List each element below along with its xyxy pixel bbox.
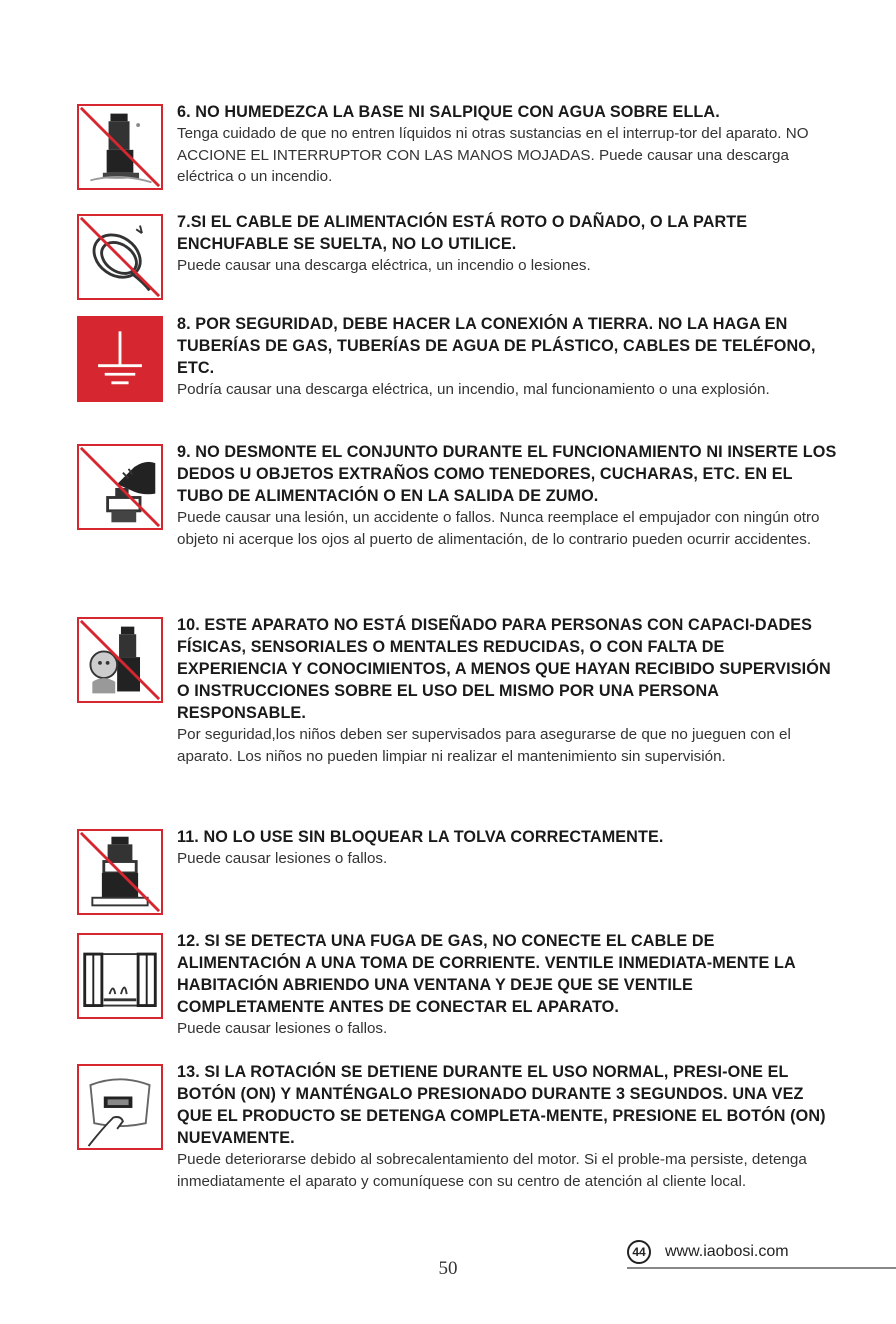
ground-symbol-icon bbox=[77, 316, 163, 402]
item-description: Puede causar una descarga eléctrica, un incendio o lesiones. bbox=[177, 257, 591, 274]
website-url: www.iaobosi.com bbox=[665, 1243, 789, 1260]
unlocked-hopper-prohibited-icon bbox=[77, 829, 163, 915]
item-title: 10. ESTE APARATO NO ESTÁ DISEÑADO PARA PERSONAS CON CAPACI-DADES FÍSICAS, SENSORIALES O MENTALES REDUCIDAS, O CON FALTA DE EXPERIENCIA Y CONOCIMIENTOS, A MENOS QUE HAYAN RECIBIDO SUPERVISIÓN O INSTRUCCIONES SOBRE EL USO DEL MISMO POR UNA PERSONA RESPONSABLE. bbox=[177, 616, 831, 722]
item-title: 7.SI EL CABLE DE ALIMENTACIÓN ESTÁ ROTO O DAÑADO, O LA PARTE ENCHUFABLE SE SUELTA, NO LO UTILICE. bbox=[177, 213, 748, 253]
footer-brand bbox=[627, 1240, 789, 1264]
item-title: 12. SI SE DETECTA UNA FUGA DE GAS, NO CONECTE EL CABLE DE ALIMENTACIÓN A UNA TOMA DE CORRIENTE. VENTILE INMEDIATA-MENTE LA HABITACIÓN ABRIENDO UNA VENTANA Y DEJE QUE SE VENTILE COMPLETAMENTE ANTES DE CONECTAR EL APARATO. bbox=[177, 932, 796, 1016]
damaged-cable-prohibited-icon bbox=[77, 214, 163, 300]
item-title: 11. NO LO USE SIN BLOQUEAR LA TOLVA CORRECTAMENTE. bbox=[177, 828, 664, 846]
press-on-button-icon bbox=[77, 1064, 163, 1150]
item-description: Puede causar una lesión, un accidente o fallos. Nunca reemplace el empujador con ningún otro objeto ni acerque los ojos al puerto de alimentación, de lo contrario pueden ocurrir accidentes. bbox=[177, 509, 820, 548]
page-badge: 44 bbox=[627, 1240, 651, 1264]
item-title: 13. SI LA ROTACIÓN SE DETIENE DURANTE EL USO NORMAL, PRESI-ONE EL BOTÓN (ON) Y MANTÉNGALO PRESIONADO DURANTE 3 SEGUNDOS. UNA VEZ QUE EL PRODUCTO SE DETENGA COMPLETA-MENTE, PRESIONE EL BOTÓN (ON) NUEVAMENTE. bbox=[177, 1063, 826, 1147]
item-description: Puede causar lesiones o fallos. bbox=[177, 1020, 388, 1037]
item-description: Tenga cuidado de que no entren líquidos ni otras sustancias en el interrup-tor del aparato. NO ACCIONE EL INTERRUPTOR CON LAS MANOS MOJADAS. Puede causar una descarga eléctrica o un incendio. bbox=[177, 125, 809, 185]
footer-rule bbox=[627, 1267, 896, 1269]
item-description: Por seguridad,los niños deben ser supervisados para asegurarse de que no jueguen con el aparato. Los niños no pueden limpiar ni realizar el mantenimiento sin supervisión. bbox=[177, 726, 791, 765]
item-description: Podría causar una descarga eléctrica, un incendio, mal funcionamiento o una explosión. bbox=[177, 381, 770, 398]
open-window-icon bbox=[77, 933, 163, 1019]
hand-in-feeder-prohibited-icon bbox=[77, 444, 163, 530]
item-title: 8. POR SEGURIDAD, DEBE HACER LA CONEXIÓN A TIERRA. NO LA HAGA EN TUBERÍAS DE GAS, TUBERÍAS DE AGUA DE PLÁSTICO, CABLES DE TELÉFONO, ETC. bbox=[177, 315, 816, 377]
item-title: 6. NO HUMEDEZCA LA BASE NI SALPIQUE CON AGUA SOBRE ELLA. bbox=[177, 103, 720, 121]
page-number: 50 bbox=[438, 1258, 458, 1279]
child-with-appliance-prohibited-icon bbox=[77, 617, 163, 703]
item-description: Puede deteriorarse debido al sobrecalentamiento del motor. Si el proble-ma persiste, detenga inmediatamente el aparato y comuníquese con su centro de atención al cliente local. bbox=[177, 1151, 807, 1190]
wet-base-prohibited-icon bbox=[77, 104, 163, 190]
item-title: 9. NO DESMONTE EL CONJUNTO DURANTE EL FUNCIONAMIENTO NI INSERTE LOS DEDOS U OBJETOS EXTRAÑOS COMO TENEDORES, CUCHARAS, ETC. EN EL TUBO DE ALIMENTACIÓN O EN LA SALIDA DE ZUMO. bbox=[177, 443, 837, 505]
item-description: Puede causar lesiones o fallos. bbox=[177, 850, 388, 867]
